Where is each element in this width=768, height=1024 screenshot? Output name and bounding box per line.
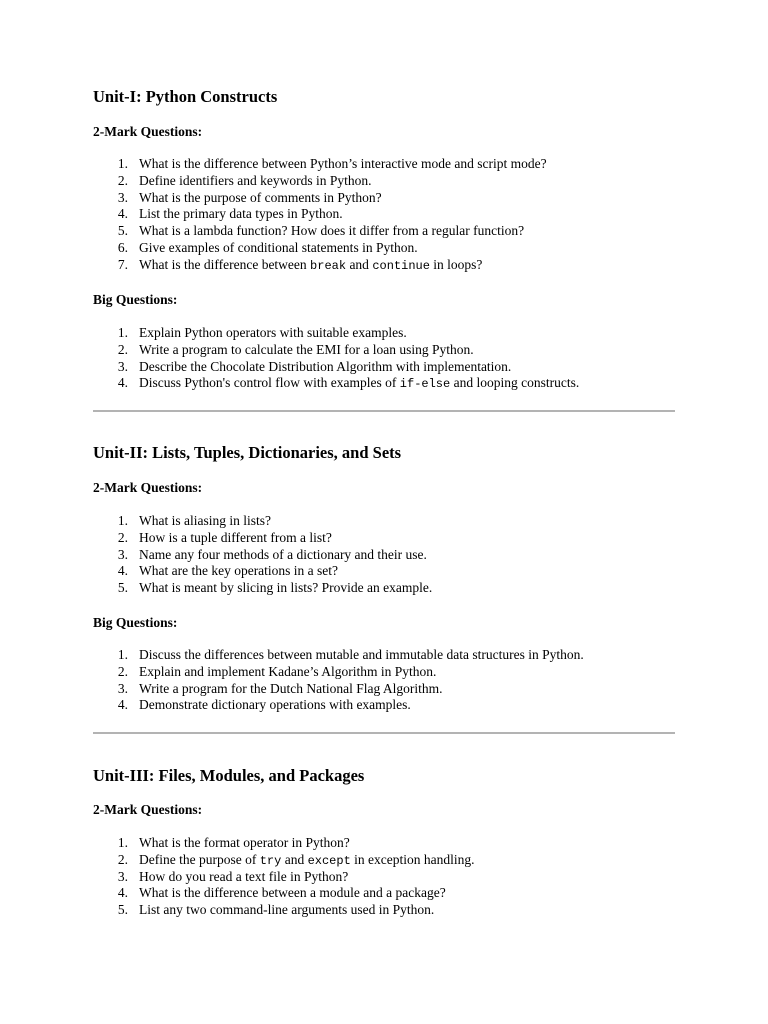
question-number: 1. xyxy=(117,835,128,850)
question-item xyxy=(93,206,675,223)
question-text xyxy=(139,647,584,662)
text-run: What is the difference between a module and a package? xyxy=(139,885,446,901)
text-run: What is the format operator in Python? xyxy=(139,835,350,850)
text-run: What is the purpose of comments in Python? xyxy=(139,189,382,205)
text-run: Discuss Python's control flow with examples of xyxy=(139,375,400,391)
question-number: 2. xyxy=(117,851,128,867)
question-text xyxy=(139,359,511,374)
question-list xyxy=(93,647,675,714)
question-text xyxy=(139,869,348,884)
unit-section xyxy=(93,442,675,713)
section-heading: 2-Mark Questions: xyxy=(93,802,203,817)
question-item xyxy=(93,240,675,257)
text-run: How is a tuple different from a list? xyxy=(139,529,332,545)
question-number: 3. xyxy=(117,680,128,696)
text-run: Explain Python operators with suitable examples. xyxy=(139,325,407,340)
text-run: Explain and implement Kadane’s Algorithm in Python. xyxy=(139,663,437,679)
question-number: 4. xyxy=(117,206,128,222)
question-text xyxy=(139,885,446,900)
question-item xyxy=(93,580,675,597)
inline-code: try xyxy=(259,853,282,868)
question-item xyxy=(93,664,675,681)
question-number: 3. xyxy=(117,546,128,562)
question-text xyxy=(139,325,407,340)
text-run: What is the difference between Python’s interactive mode and script mode? xyxy=(139,156,547,171)
question-number: 2. xyxy=(117,341,128,357)
section-heading: 2-Mark Questions: xyxy=(93,124,203,139)
question-number: 4. xyxy=(117,885,128,901)
inline-code: continue xyxy=(372,258,430,273)
question-text xyxy=(139,173,371,188)
section-heading: 2-Mark Questions: xyxy=(93,480,203,495)
question-text xyxy=(139,530,332,545)
question-text xyxy=(139,547,427,562)
question-text xyxy=(139,664,436,679)
text-run: How do you read a text file in Python? xyxy=(139,868,349,884)
inline-code: if-else xyxy=(399,377,451,392)
question-number: 5. xyxy=(117,580,128,596)
question-item xyxy=(93,885,675,902)
text-run: Give examples of conditional statements in Python. xyxy=(139,239,418,255)
question-text xyxy=(139,902,434,917)
question-item xyxy=(93,835,675,852)
inline-code: break xyxy=(310,258,347,273)
unit-title: Unit-III: Files, Modules, and Packages xyxy=(93,766,365,785)
question-item xyxy=(93,869,675,886)
section-divider xyxy=(93,732,675,734)
text-run: Write a program to calculate the EMI for a loan using Python. xyxy=(139,341,474,357)
text-run: Define identifiers and keywords in Python. xyxy=(139,172,372,188)
text-run: What is aliasing in lists? xyxy=(139,513,271,528)
question-number: 2. xyxy=(117,529,128,545)
text-run: Discuss the differences between mutable and immutable data structures in Python. xyxy=(139,647,584,662)
section-divider xyxy=(93,410,675,412)
question-item xyxy=(93,257,675,274)
text-run: Describe the Chocolate Distribution Algorithm with implementation. xyxy=(139,358,512,374)
question-text xyxy=(139,681,443,696)
question-number: 2. xyxy=(117,663,128,679)
unit-title: Unit-I: Python Constructs xyxy=(93,87,278,106)
text-run: in exception handling. xyxy=(350,851,475,867)
question-number: 1. xyxy=(117,513,128,528)
text-run: What is the difference between xyxy=(139,256,311,272)
question-list xyxy=(93,156,675,274)
question-item xyxy=(93,342,675,359)
question-list xyxy=(93,835,675,919)
question-item xyxy=(93,563,675,580)
text-run: What is meant by slicing in lists? Provide an example. xyxy=(139,580,433,596)
question-text xyxy=(139,580,432,595)
question-list xyxy=(93,513,675,597)
question-text xyxy=(139,223,524,238)
question-number: 4. xyxy=(117,697,128,713)
question-text xyxy=(139,852,475,867)
text-run: Define the purpose of xyxy=(139,851,260,867)
question-text xyxy=(139,190,382,205)
unit-title: Unit-II: Lists, Tuples, Dictionaries, and Sets xyxy=(93,443,402,462)
inline-code: except xyxy=(307,853,351,868)
question-number: 5. xyxy=(117,223,128,239)
question-number: 4. xyxy=(117,375,128,391)
question-item xyxy=(93,513,675,530)
question-number: 3. xyxy=(117,868,128,884)
section-heading: Big Questions: xyxy=(93,615,178,630)
question-item xyxy=(93,223,675,240)
question-text xyxy=(139,375,579,390)
text-run: List any two command-line arguments used in Python. xyxy=(139,902,435,918)
unit-section xyxy=(93,765,675,918)
question-item xyxy=(93,530,675,547)
question-number: 2. xyxy=(117,172,128,188)
question-text xyxy=(139,835,350,850)
question-text xyxy=(139,206,343,221)
question-number: 1. xyxy=(117,156,128,171)
question-item xyxy=(93,697,675,714)
question-number: 5. xyxy=(117,902,128,918)
text-run: List the primary data types in Python. xyxy=(139,206,343,222)
section-heading: Big Questions: xyxy=(93,292,178,307)
question-list xyxy=(93,325,675,392)
text-run: Name any four methods of a dictionary and their use. xyxy=(139,546,427,562)
question-text xyxy=(139,342,474,357)
question-item xyxy=(93,902,675,919)
question-number: 3. xyxy=(117,189,128,205)
text-run: and xyxy=(281,851,308,867)
text-run: What is a lambda function? How does it differ from a regular function? xyxy=(139,223,525,239)
question-text xyxy=(139,697,411,712)
question-number: 1. xyxy=(117,325,128,340)
question-number: 6. xyxy=(117,239,128,255)
question-item xyxy=(93,375,675,392)
question-item xyxy=(93,325,675,342)
text-run: What are the key operations in a set? xyxy=(139,563,339,579)
question-item xyxy=(93,156,675,173)
question-item xyxy=(93,681,675,698)
question-text xyxy=(139,156,547,171)
unit-section xyxy=(93,86,675,392)
text-run: Demonstrate dictionary operations with examples. xyxy=(139,697,411,713)
question-item xyxy=(93,173,675,190)
question-item xyxy=(93,547,675,564)
text-run: Write a program for the Dutch National Flag Algorithm. xyxy=(139,680,443,696)
text-run: in loops? xyxy=(429,256,483,272)
question-item xyxy=(93,852,675,869)
question-text xyxy=(139,563,338,578)
question-number: 1. xyxy=(117,647,128,662)
question-item xyxy=(93,359,675,376)
question-number: 4. xyxy=(117,563,128,579)
question-number: 7. xyxy=(117,256,128,272)
question-item xyxy=(93,647,675,664)
text-run: and looping constructs. xyxy=(450,375,580,391)
question-text xyxy=(139,257,482,272)
text-run: and xyxy=(346,256,373,272)
question-number: 3. xyxy=(117,358,128,374)
question-text xyxy=(139,240,418,255)
question-item xyxy=(93,190,675,207)
question-text xyxy=(139,513,271,528)
